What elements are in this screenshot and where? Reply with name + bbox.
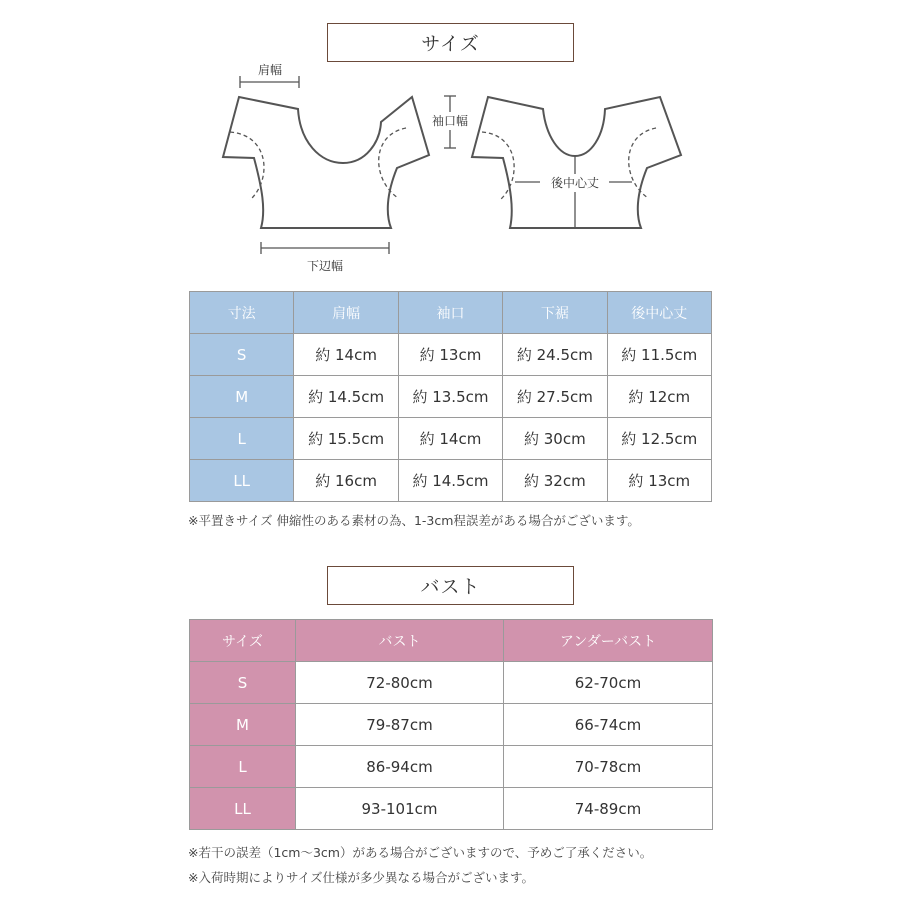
table-cell: 約 16cm xyxy=(294,460,398,502)
bust-note-error-margin: ※若干の誤差（1cm～3cm）がある場合がございますので、予めご了承ください。 xyxy=(188,845,653,860)
size-header-cell: 下裾 xyxy=(503,292,607,334)
table-cell: 86-94cm xyxy=(296,746,504,788)
back-center-length-label: 後中心丈 xyxy=(550,176,600,190)
table-cell: 約 27.5cm xyxy=(503,376,607,418)
size-label-cell: S xyxy=(190,334,294,376)
sleeve-width-label: 袖口幅 xyxy=(431,114,469,128)
size-label-cell: S xyxy=(190,662,296,704)
table-cell: 約 11.5cm xyxy=(607,334,711,376)
size-header-cell: 袖口 xyxy=(398,292,502,334)
size-label-cell: L xyxy=(190,418,294,460)
table-cell: 約 14cm xyxy=(294,334,398,376)
shoulder-width-label: 肩幅 xyxy=(257,63,283,77)
table-row xyxy=(190,376,712,418)
size-label-cell: L xyxy=(190,746,296,788)
hem-width-label: 下辺幅 xyxy=(306,259,344,273)
size-title-text: サイズ xyxy=(421,33,480,55)
back-piece-outline xyxy=(472,97,681,228)
table-cell: 93-101cm xyxy=(296,788,504,830)
table-row xyxy=(190,418,712,460)
size-header-cell: 寸法 xyxy=(190,292,294,334)
bust-table-header-row xyxy=(190,620,713,662)
size-table-header-row xyxy=(190,292,712,334)
size-note: ※平置きサイズ 伸縮性のある素材の為、1-3cm程誤差がある場合がございます。 xyxy=(188,513,640,528)
size-header-cell: 後中心丈 xyxy=(607,292,711,334)
bust-section-title xyxy=(327,566,574,605)
table-cell: 約 15.5cm xyxy=(294,418,398,460)
table-cell: 約 30cm xyxy=(503,418,607,460)
table-row xyxy=(190,788,713,830)
bust-table xyxy=(189,619,713,830)
size-label-cell: LL xyxy=(190,460,294,502)
table-row xyxy=(190,460,712,502)
table-cell: 約 14.5cm xyxy=(398,460,502,502)
garment-size-diagram xyxy=(200,60,700,285)
table-cell: 約 14cm xyxy=(398,418,502,460)
table-cell: 62-70cm xyxy=(504,662,713,704)
size-label-cell: M xyxy=(190,704,296,746)
table-cell: 66-74cm xyxy=(504,704,713,746)
table-cell: 約 12.5cm xyxy=(607,418,711,460)
size-header-cell: 肩幅 xyxy=(294,292,398,334)
table-cell: 70-78cm xyxy=(504,746,713,788)
table-cell: 約 13cm xyxy=(398,334,502,376)
table-cell: 約 13cm xyxy=(607,460,711,502)
bust-header-cell: アンダーバスト xyxy=(504,620,713,662)
bust-header-cell: サイズ xyxy=(190,620,296,662)
back-right-armhole-dashed xyxy=(629,128,656,198)
table-row xyxy=(190,746,713,788)
table-cell: 79-87cm xyxy=(296,704,504,746)
table-cell: 約 12cm xyxy=(607,376,711,418)
front-right-armhole-dashed xyxy=(379,128,406,198)
bust-header-cell: バスト xyxy=(296,620,504,662)
bust-title-text: バスト xyxy=(420,576,481,598)
front-left-armhole-dashed xyxy=(230,132,264,200)
table-cell: 約 14.5cm xyxy=(294,376,398,418)
size-label-cell: LL xyxy=(190,788,296,830)
bust-note-spec-variation: ※入荷時期によりサイズ仕様が多少異なる場合がございます。 xyxy=(188,870,534,885)
size-label-cell: M xyxy=(190,376,294,418)
table-row xyxy=(190,704,713,746)
table-cell: 72-80cm xyxy=(296,662,504,704)
table-cell: 約 13.5cm xyxy=(398,376,502,418)
size-section-title xyxy=(327,23,574,62)
front-piece-outline xyxy=(223,97,429,228)
table-cell: 約 24.5cm xyxy=(503,334,607,376)
table-cell: 74-89cm xyxy=(504,788,713,830)
table-row xyxy=(190,334,712,376)
table-row xyxy=(190,662,713,704)
table-cell: 約 32cm xyxy=(503,460,607,502)
size-table xyxy=(189,291,712,502)
